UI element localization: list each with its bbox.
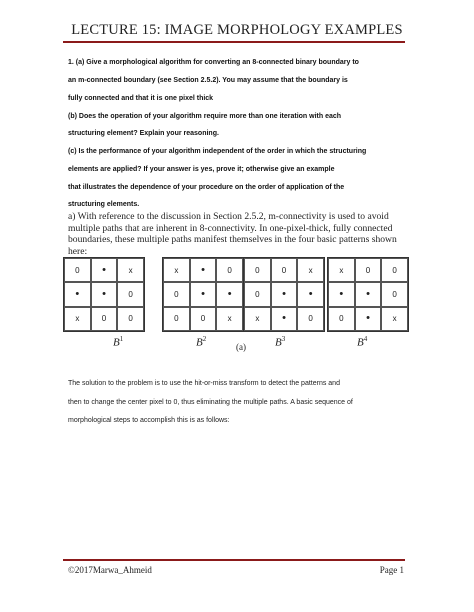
grid-cell: • [190, 258, 217, 282]
question-line: an m-connected boundary (see Section 2.5.2). You may assume that the boundary is [68, 77, 348, 84]
grid-cell: 0 [91, 307, 118, 331]
answer-paragraph: a) With reference to the discussion in Section 2.5.2, m-connectivity is used to avoid multiple paths that are inherent in 8-connectivity. In one-pixel-thick, fully connected boundaries, these multiple paths manifest themselves in the four basic patterns shown here: [68, 211, 397, 257]
grid-cell: 0 [244, 258, 271, 282]
figure-caption: (a) [236, 342, 246, 352]
grid-cell: • [91, 258, 118, 282]
grid-cell: x [64, 307, 91, 331]
solution-line: then to change the center pixel to 0, thus eliminating the multiple paths. A basic sequence of [68, 399, 353, 406]
grid-cell: • [271, 282, 298, 306]
grid-cell: 0 [163, 282, 190, 306]
solution-line: morphological steps to accomplish this is as follows: [68, 417, 230, 424]
grid-cell: 0 [271, 258, 298, 282]
question-line: fully connected and that it is one pixel thick [68, 95, 214, 102]
pattern-grid-b2 [162, 257, 244, 332]
grid-cell: • [355, 282, 382, 306]
page-number: Page 1 [379, 565, 404, 575]
grid-cell: 0 [381, 282, 408, 306]
pattern-grid-b1 [63, 257, 145, 332]
page-title: LECTURE 15: IMAGE MORPHOLOGY EXAMPLES [71, 22, 403, 38]
grid-cell: • [64, 282, 91, 306]
grid-cell: 0 [216, 258, 243, 282]
grid-cell: x [117, 258, 144, 282]
pattern-grid-b3 [243, 257, 325, 332]
grid-cell: 0 [163, 307, 190, 331]
footer-copyright: ©2017Marwa_Ahmeid [68, 565, 152, 575]
grid-cell: • [271, 307, 298, 331]
grid-cell: x [297, 258, 324, 282]
grid-cell: 0 [328, 307, 355, 331]
question-line: (c) Is the performance of your algorithm independent of the order in which the structuring [68, 148, 367, 155]
grid-cell: 0 [297, 307, 324, 331]
grid-cell: 0 [381, 258, 408, 282]
question-line: elements are applied? If your answer is yes, prove it; otherwise give an example [68, 166, 335, 173]
grid-cell: x [328, 258, 355, 282]
grid-cell: • [91, 282, 118, 306]
grid-cell: 0 [117, 282, 144, 306]
grid-cell: • [190, 282, 217, 306]
solution-line: The solution to the problem is to use the hit-or-miss transform to detect the patterns and [68, 380, 340, 387]
question-line: that illustrates the dependence of your procedure on the order of application of the [68, 184, 345, 191]
pattern-label-b3: $B^3$ [275, 335, 286, 349]
grid-cell: • [355, 307, 382, 331]
grid-cell: 0 [244, 282, 271, 306]
question-line: structuring element? Explain your reasoning. [68, 130, 219, 137]
grid-cell: • [216, 282, 243, 306]
grid-cell: x [216, 307, 243, 331]
grid-cell: x [163, 258, 190, 282]
pattern-label-b1: $B^1$ [113, 335, 124, 349]
header-rule [63, 41, 405, 43]
pattern-label-b2: $B^2$ [196, 335, 207, 349]
grid-cell: x [381, 307, 408, 331]
grid-cell: 0 [117, 307, 144, 331]
grid-cell: • [297, 282, 324, 306]
grid-cell: x [244, 307, 271, 331]
grid-cell: 0 [190, 307, 217, 331]
question-line: structuring elements. [68, 201, 140, 208]
pattern-grid-b4 [327, 257, 409, 332]
grid-cell: 0 [64, 258, 91, 282]
grid-cell: 0 [355, 258, 382, 282]
grid-cell: • [328, 282, 355, 306]
pattern-label-b4: $B^4$ [357, 335, 368, 349]
question-line: (b) Does the operation of your algorithm require more than one iteration with each [68, 113, 342, 120]
question-line: 1. (a) Give a morphological algorithm for converting an 8-connected binary boundary to [68, 59, 359, 66]
footer-rule [63, 559, 405, 561]
